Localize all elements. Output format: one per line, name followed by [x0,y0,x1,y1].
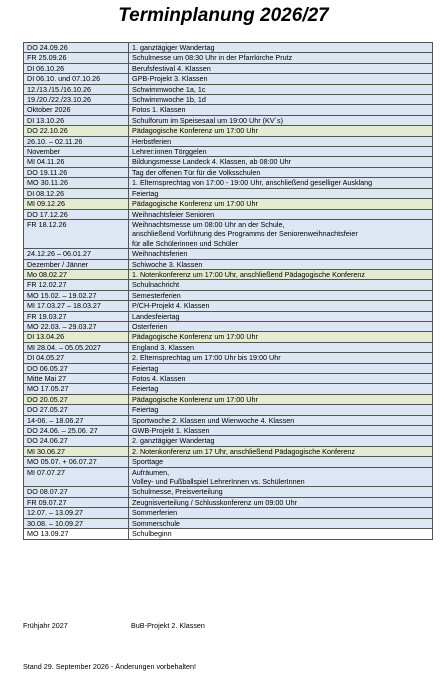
row-date: DI 08.12.26 [24,188,129,198]
row-date: DI 04.05.27 [24,353,129,363]
row-date: MI 30.06.27 [24,446,129,456]
table-row [24,508,433,518]
row-event: Pädagogische Konferenz um 17:00 Uhr [129,126,433,136]
row-date: FR 18.12.26 [24,219,129,248]
row-date: DO 24.09.26 [24,43,129,53]
row-date: DO 27.05.27 [24,405,129,415]
row-event: Zeugnisverteilung / Schlusskonferenz um 09:00 Uhr [129,497,433,507]
table-row [24,497,433,507]
table-row [24,259,433,269]
row-date: Oktober 2026 [24,105,129,115]
row-event: 1. ganztägiger Wandertag [129,43,433,53]
row-date: DI 13.04.26 [24,332,129,342]
row-event: Bildungsmesse Landeck 4. Klassen, ab 08:00 Uhr [129,157,433,167]
row-event: Sommerferien [129,508,433,518]
table-row [24,249,433,259]
table-row [24,95,433,105]
row-date: MO 13.09.27 [24,529,129,539]
row-date: DO 22.10.26 [24,126,129,136]
row-event: Sporttage [129,457,433,467]
row-date: DI 13.10.26 [24,115,129,125]
row-date: DO 06.05.27 [24,363,129,373]
row-date: 19./20./22./23.10.26 [24,95,129,105]
table-row [24,188,433,198]
row-event: Feiertag [129,405,433,415]
row-event: Landesfeiertag [129,311,433,321]
row-event-line: anschließend Vorführung des Programms der Seniorenweihnachtsfeier [132,229,358,239]
table-row [24,415,433,425]
row-event: 2. Notenkonferenz um 17 Uhr, anschließend Pädagogische Konferenz [129,446,433,456]
row-event: P/CH-Projekt 4. Klassen [129,301,433,311]
row-event: Weihnachtsferien [129,249,433,259]
row-event: Pädagogische Konferenz um 17:00 Uhr [129,394,433,404]
row-event: Schulmesse um 08:30 Uhr in der Pfarrkirche Prutz [129,53,433,63]
row-event: Fotos 4. Klassen [129,374,433,384]
row-event: 1. Elternsprechtag von 17:00 - 19:00 Uhr, anschließend geselliger Ausklang [129,178,433,188]
row-date: FR 09.07.27 [24,497,129,507]
row-event: Berufsfestival 4. Klassen [129,63,433,73]
table-row [24,209,433,219]
table-row [24,126,433,136]
row-date: 30.08. – 10.09.27 [24,518,129,528]
row-date: November [24,147,129,157]
table-row [24,529,433,539]
row-event: Schiwoche 3. Klassen [129,259,433,269]
row-date: DO 08.07.27 [24,487,129,497]
table-row [24,301,433,311]
table-row [24,426,433,436]
row-date: DO 17.12.26 [24,209,129,219]
row-event: England 3. Klassen [129,342,433,352]
row-event: Osterferien [129,321,433,331]
table-row [24,311,433,321]
row-date: 12./13./15./16.10.26 [24,84,129,94]
row-date: FR 25.09.26 [24,53,129,63]
table-row [24,43,433,53]
row-event-line: für alle Schülerinnen und Schüler [132,238,238,248]
table-row [24,518,433,528]
table-row [24,394,433,404]
row-event: GPB-Projekt 3. Klassen [129,74,433,84]
table-row [24,84,433,94]
row-event: Sommerschule [129,518,433,528]
table-row [24,74,433,84]
row-event: 2. Elternsprechtag um 17:00 Uhr bis 19:00 Uhr [129,353,433,363]
table-row [24,290,433,300]
row-event [129,219,433,248]
row-date: 14-06. – 18.06.27 [24,415,129,425]
row-event: Herbstferien [129,136,433,146]
row-event: Schwimmwoche 1b, 1d [129,95,433,105]
row-event: Sportwoche 2. Klassen und Wienwoche 4. Klassen [129,415,433,425]
row-date: 12.07. – 13.09.27 [24,508,129,518]
row-event: Schulnachricht [129,280,433,290]
row-date: Mitte Mai 27 [24,374,129,384]
table-row [24,53,433,63]
table-row [24,487,433,497]
table-row [24,115,433,125]
row-event: Schwimmwoche 1a, 1c [129,84,433,94]
row-event-line: Volley- und Fußballspiel LehrerInnen vs. SchülerInnen [132,477,305,487]
row-date: DO 20.05.27 [24,394,129,404]
row-date: 26.10. – 02.11.26 [24,136,129,146]
row-event-line: Aufräumen, [132,467,170,477]
row-event: Feiertag [129,188,433,198]
row-event: Schulbeginn [129,529,433,539]
row-date: MO 17.05.27 [24,384,129,394]
row-date: FR 19.03.27 [24,311,129,321]
table-row [24,147,433,157]
row-event: 1. Notenkonferenz um 17:00 Uhr, anschließend Pädagogische Konferenz [129,269,433,279]
row-event: Feiertag [129,384,433,394]
row-event: Semesterferien [129,290,433,300]
page-title: Terminplanung 2026/27 [118,5,329,26]
row-date: DI 06.10. und 07.10.26 [24,74,129,84]
row-date: DO 24.06. – 25.06. 27 [24,426,129,436]
table-row [24,467,433,487]
row-event: Schulforum im Speisesaal um 19:00 Uhr (KV´s) [129,115,433,125]
table-row [24,199,433,209]
table-row [24,157,433,167]
row-event: Pädagogische Konferenz um 17:00 Uhr [129,332,433,342]
row-date: Mo 08.02.27 [24,269,129,279]
table-row [24,374,433,384]
row-date: MI 17.03.27 – 18.03.27 [24,301,129,311]
row-event: Weihnachtsfeier Senioren [129,209,433,219]
footer-status: Stand 29. September 2026 - Änderungen vorbehalten! [23,662,197,671]
row-event: Pädagogische Konferenz um 17:00 Uhr [129,199,433,209]
row-date: MO 22.03. – 29.03.27 [24,321,129,331]
table-row [24,105,433,115]
table-row [24,405,433,415]
schedule-table [23,42,433,540]
table-row [24,353,433,363]
row-event: Feiertag [129,363,433,373]
row-date: DO 19.11.26 [24,167,129,177]
row-event: Schulmesse, Preisverteilung [129,487,433,497]
row-date: MO 30.11.26 [24,178,129,188]
table-row [24,457,433,467]
row-event: Tag der offenen Tür für die Volksschulen [129,167,433,177]
row-date: MI 09.12.26 [24,199,129,209]
row-date: DI 06.10.26 [24,63,129,73]
row-date: MI 04.11.26 [24,157,129,167]
table-row [24,63,433,73]
row-date: MI 07.07.27 [24,467,129,487]
table-row [24,136,433,146]
table-row [24,384,433,394]
row-event: 2. ganztägiger Wandertag [129,436,433,446]
table-row [24,321,433,331]
row-date: MO 05.07. + 06.07.27 [24,457,129,467]
table-row [24,446,433,456]
table-row [24,167,433,177]
table-row [24,342,433,352]
row-event: Fotos 1. Klassen [129,105,433,115]
table-row [24,363,433,373]
row-event: Lehrer:innen Törggelen [129,147,433,157]
row-date: DO 24.06.27 [24,436,129,446]
row-date: Dezember / Jänner [24,259,129,269]
row-date: MI 28.04. – 05.05.2027 [24,342,129,352]
table-row [24,436,433,446]
row-date: MO 15.02. – 19.02.27 [24,290,129,300]
footer-spring-text: BuB-Projekt 2. Klassen [131,621,205,630]
row-event-line: Weihnachtsmesse um 08:00 Uhr an der Schule, [132,219,285,229]
table-row [24,332,433,342]
table-row [24,219,433,248]
row-date: FR 12.02.27 [24,280,129,290]
row-event: GWB-Projekt 1. Klassen [129,426,433,436]
row-date: 24.12.26 – 06.01.27 [24,249,129,259]
row-event [129,467,433,487]
table-row [24,269,433,279]
table-row [24,178,433,188]
footer-spring-date: Frühjahr 2027 [23,621,68,630]
table-row [24,280,433,290]
